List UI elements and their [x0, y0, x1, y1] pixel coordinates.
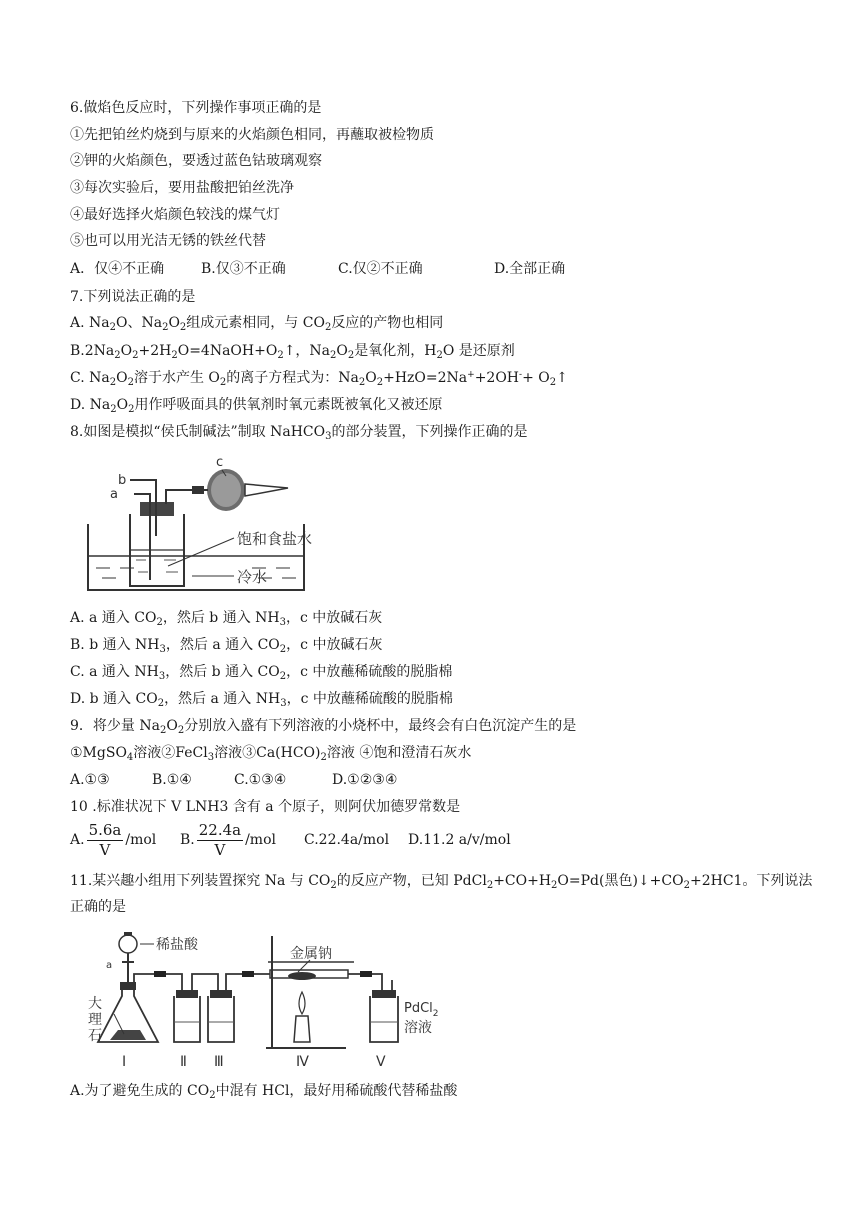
q7-stem: 7.下列说法正确的是 [70, 289, 196, 305]
q6-item-2: ②钾的火焰颜色，要透过蓝色钴玻璃观察 [70, 153, 322, 169]
q7-option-c: C. $Na_2O_2$溶于水产生 $O_2$的离子方程式为：$Na_2O_2+HzO=2Na^++2OH^-+$ $O_2↑$ [70, 370, 568, 388]
q9-option-d: D.①②③④ [332, 772, 398, 788]
q8-label-cold-water: 冷水 [237, 568, 268, 586]
q6-item-4: ④最好选择火焰颜色较浅的煤气灯 [70, 207, 280, 223]
q10-stem: 10 .标准状况下 V LNH3 含有 a 个原子，则阿伏加德罗常数是 [70, 799, 461, 815]
q6-options [70, 260, 565, 278]
q11-roman-4: Ⅳ [296, 1054, 309, 1070]
q6-option-a: A．仅④不正确 [70, 261, 165, 277]
q10-option-b: B. $\frac{22.4a}{V}$ /mol [180, 820, 276, 859]
q11-label-acid: 稀盐酸 [156, 937, 198, 953]
q11-option-a: A.为了避免生成的 $CO_2$中混有 HCl，最好用稀硫酸代替稀盐酸 [70, 1083, 458, 1101]
q8-option-d: D. b 通入 $CO_2$，然后 a 通入 $NH_3$，c 中放蘸稀硫酸的脱脂棉 [70, 691, 453, 709]
q11-stem-line-2: 正确的是 [70, 899, 126, 915]
q7-option-b: $B.2Na_2O_2+2H_2O=4NaOH+O_2↑$，$Na_2O_2$是氧化剂，$H_2O$ 是还原剂 [70, 343, 515, 361]
q6-item-5: ⑤也可以用光洁无锈的铁丝代替 [70, 233, 266, 249]
q6-option-d: D.全部正确 [494, 261, 566, 277]
q10-option-a: A. $\frac{5.6a}{V}$ /mol [70, 820, 157, 859]
q11-label-a: a [106, 960, 113, 971]
q11-label-sodium: 金属钠 [290, 946, 332, 962]
q11-apparatus-figure [84, 930, 444, 1072]
q6-item-1: ①先把铂丝灼烧到与原来的火焰颜色相同，再蘸取被检物质 [70, 127, 434, 143]
q11-label-marble-1: 大 [88, 996, 102, 1012]
q6-item-3: ③每次实验后，要用盐酸把铂丝洗净 [70, 180, 294, 196]
q11-label-marble-3: 石 [88, 1028, 102, 1044]
q11-label-solution: 溶液 [404, 1020, 432, 1036]
q8-option-b: B. b 通入 $NH_3$，然后 a 通入 $CO_2$，c 中放碱石灰 [70, 637, 383, 655]
q11-roman-1: Ⅰ [122, 1054, 127, 1070]
q10-option-c: C.22.4a/mol [304, 832, 390, 848]
q11-label-marble-2: 理 [88, 1012, 102, 1028]
q8-stem: 8.如图是模拟“侯氏制碱法”制取 NaHCO$_3$的部分装置，下列操作正确的是 [70, 424, 528, 442]
q11-roman-2: Ⅱ [180, 1054, 187, 1070]
q8-option-a: A. a 通入 $CO_2$，然后 b 通入 $NH_3$，c 中放碱石灰 [70, 610, 383, 628]
q8-option-c: C. a 通入 $NH_3$，然后 b 通入 $CO_2$，c 中放蘸稀硫酸的脱脂棉 [70, 664, 453, 682]
q7-option-d: D. $Na_2O_2$用作呼吸面具的供氧剂时氧元素既被氧化又被还原 [70, 397, 443, 415]
q11-stem-line-1: 11.某兴趣小组用下列装置探究 Na 与 $CO_2$的反应产物，已知 $PdCl_2+CO+H_2O=Pd$(黑色)$↓+CO_2+2HC1$。下列说法 [70, 873, 813, 891]
q11-roman-5: Ⅴ [376, 1054, 386, 1070]
q11-label-pdcl: PdCl$_2$ [404, 1001, 439, 1019]
q9-option-c: C.①③④ [234, 772, 287, 788]
q8-apparatus-figure [82, 452, 342, 598]
q9-stem: 9．将少量 $Na_2O_2$分别放入盛有下列溶液的小烧杯中，最终会有白色沉淀产生的是 [70, 718, 577, 736]
q8-label-a: a [110, 487, 118, 502]
q9-option-a: A.①③ [70, 772, 110, 788]
q10-option-d: D.11.2 a/v/mol [408, 832, 511, 848]
q11-roman-3: Ⅲ [214, 1054, 224, 1070]
q6-stem: 6.做焰色反应时，下列操作事项正确的是 [70, 100, 322, 116]
q9-items: ①MgSO$_4$溶液②FeCl$_3$溶液$③Ca(HCO)_2$溶液 ④饱和澄清石灰水 [70, 745, 472, 763]
q8-label-b: b [118, 473, 127, 488]
q8-label-brine: 饱和食盐水 [237, 530, 313, 548]
q9-option-b: B.①④ [152, 772, 192, 788]
q8-label-c: c [216, 455, 224, 470]
q6-option-b: B.仅③不正确 [201, 261, 286, 277]
q7-option-a: A. $Na_2O$、$Na_2O_2$组成元素相同，与 $CO_2$反应的产物也相同 [70, 315, 444, 333]
q6-option-c: C.仅②不正确 [338, 261, 423, 277]
q10-options [70, 820, 511, 860]
q9-options [70, 771, 397, 789]
